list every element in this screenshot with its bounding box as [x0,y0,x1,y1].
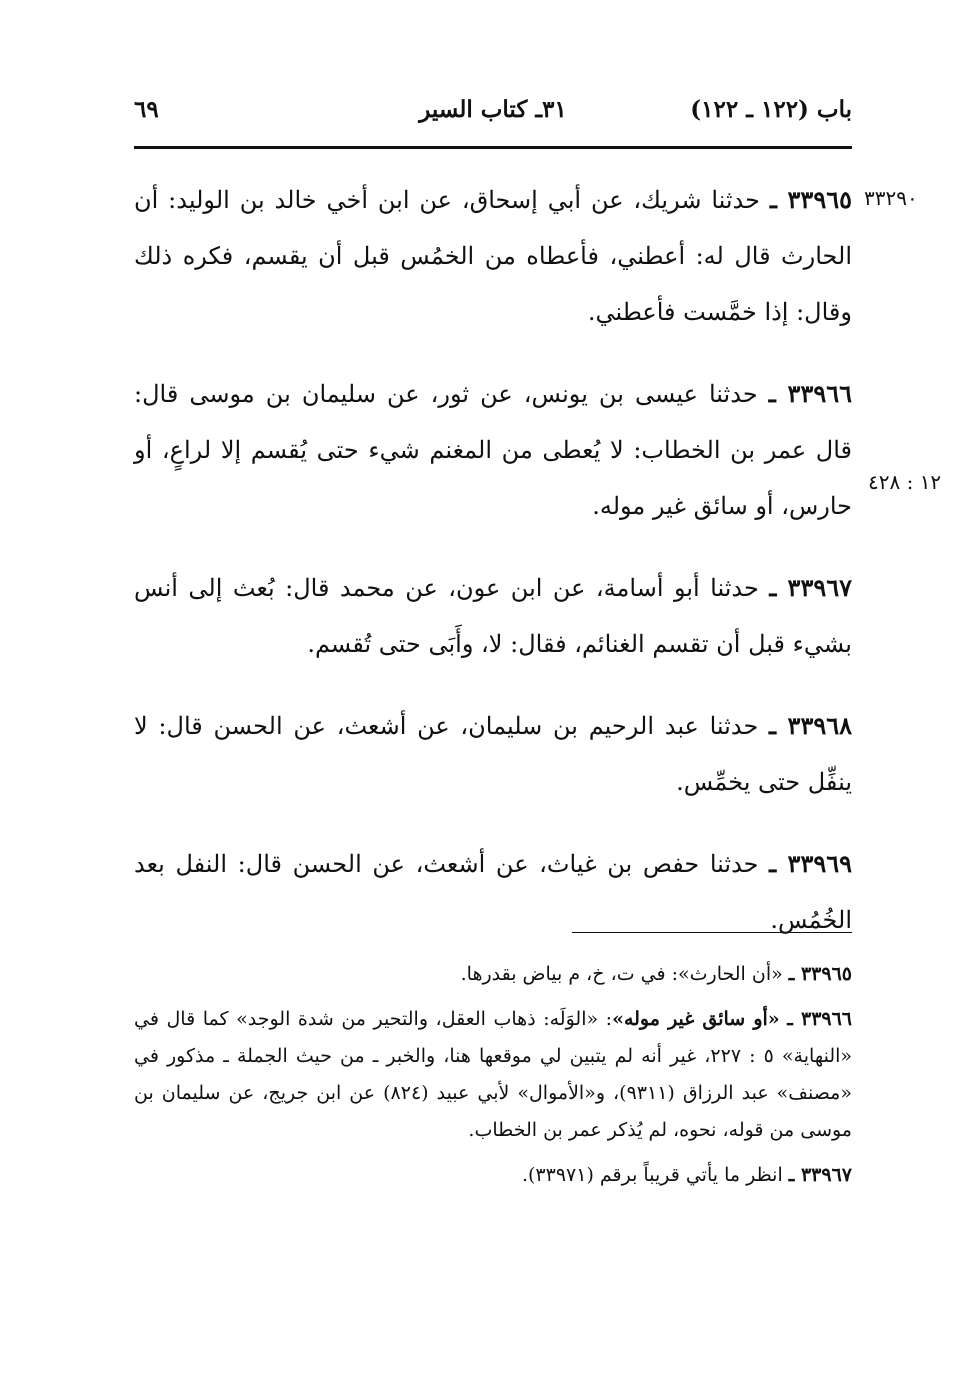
hadith-entry [134,560,852,672]
hadith-number: ٣٣٩٦٧ ـ [769,573,852,602]
footnote-text: : «الوَلَه: ذهاب العقل، والتحير من شدة الوجد» كما قال في «النهاية» ٥ : ٢٢٧، غير أنه لم يتبين لي موقعها هنا، والخبر ـ من حيث الجملة ـ مذكور في «مصنف» عبد الرزاق (٩٣١١)، و«الأموال» لأبي عبيد (٨٢٤) عن ابن جريج، عن سليمان بن موسى من قوله، نحوه، لم يُذكر عمر بن الخطاب. [134,1008,853,1141]
margin-reference-2: ١٢ : ٤٢٨ [868,470,942,494]
footnote [134,1001,852,1149]
footnote-number: ٣٣٩٦٥ ـ [788,963,852,985]
hadith-entry [134,366,852,534]
page-number: ٦٩ [134,96,159,123]
footnotes [134,956,852,1202]
running-header [134,96,852,140]
main-text [134,172,852,974]
book-title: ٣١ـ كتاب السير [419,96,567,123]
footnote-text: انظر ما يأتي قريباً برقم (٣٣٩٧١). [521,1164,783,1186]
hadith-number: ٣٣٩٦٨ ـ [769,711,852,740]
hadith-number: ٣٣٩٦٩ ـ [769,849,852,878]
margin-reference-1: ٣٣٢٩٠ [864,186,918,210]
hadith-number: ٣٣٩٦٥ ـ [769,185,852,214]
header-rule [134,146,852,149]
footnote-lemma: «أو سائق غير موله» [612,1008,780,1030]
footnote-number: ٣٣٩٦٦ ـ [787,1008,853,1030]
footnote-separator [572,932,852,933]
footnote-text: «أن الحارث»: في ت، خ، م بياض بقدرها. [460,963,783,985]
hadith-entry [134,172,852,340]
hadith-text: حدثنا حفص بن غياث، عن أشعث، عن الحسن قال: النفل بعد الخُمُس. [134,850,852,934]
hadith-text: حدثنا عبد الرحيم بن سليمان، عن أشعث، عن الحسن قال: لا ينفِّل حتى يخمِّس. [134,712,852,796]
hadith-entry [134,698,852,810]
footnote-number: ٣٣٩٦٧ ـ [788,1164,852,1186]
hadith-text: حدثنا عيسى بن يونس، عن ثور، عن سليمان بن موسى قال: قال عمر بن الخطاب: لا يُعطى من المغنم شيء حتى يُقسم إلا لراعٍ، أو حارس، أو سائق غير موله. [134,380,852,520]
hadith-text: حدثنا أبو أسامة، عن ابن عون، عن محمد قال: بُعث إلى أنس بشيء قبل أن تقسم الغنائم، فقال: لا، وأَبَى حتى تُقسم. [134,574,852,658]
hadith-number: ٣٣٩٦٦ ـ [768,379,852,408]
footnote [134,956,852,993]
footnote [134,1157,852,1194]
hadith-text: حدثنا شريك، عن أبي إسحاق، عن ابن أخي خالد بن الوليد: أن الحارث قال له: أعطني، فأعطاه من الخمُس قبل أن يقسم، فكره ذلك وقال: إذا خمَّست فأعطني. [134,186,852,326]
chapter-title: باب (١٢٢ ـ ١٢٢) [690,96,852,123]
